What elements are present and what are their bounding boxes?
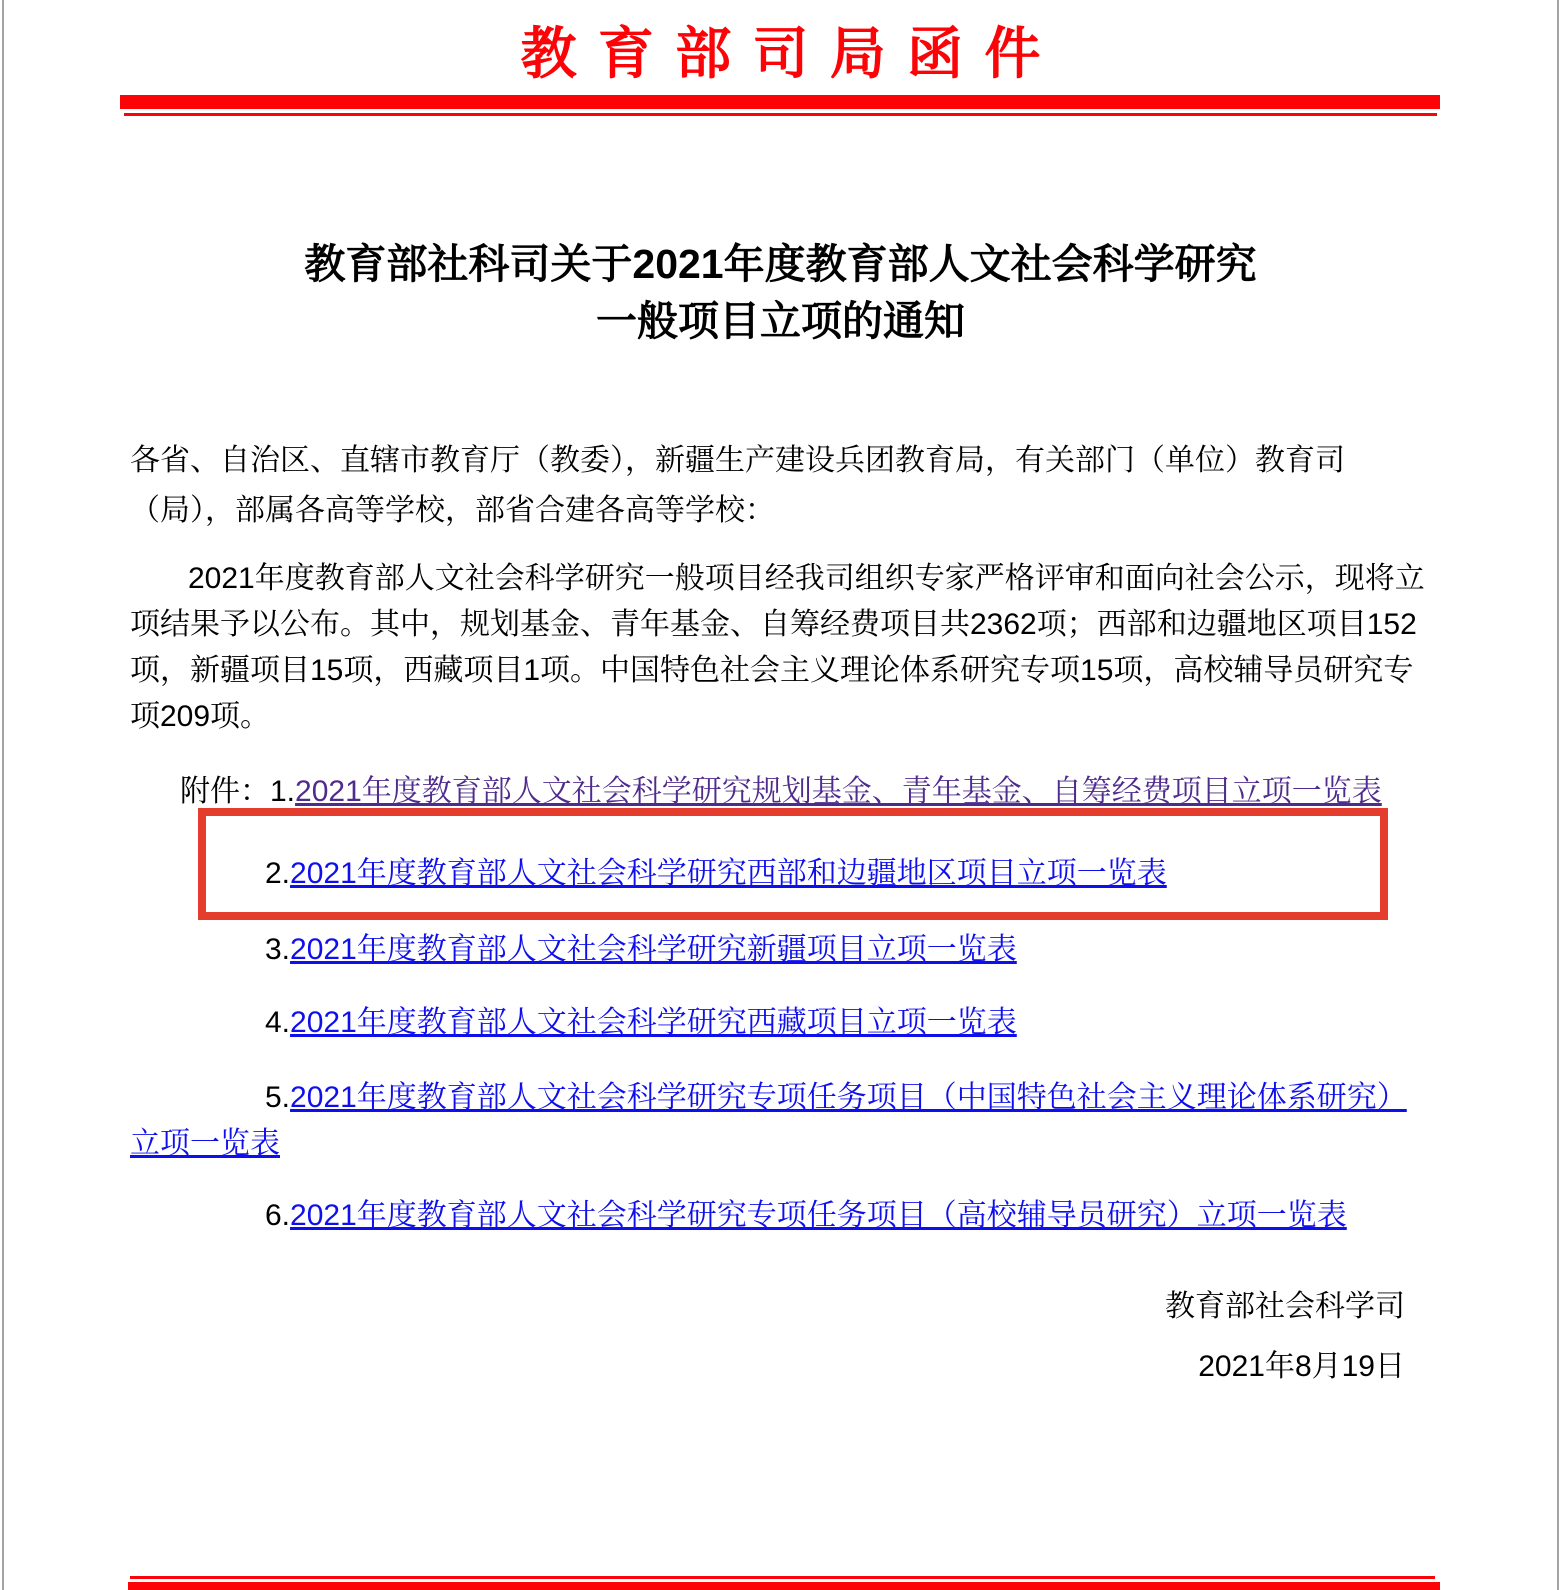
masthead-title: 教育部司局函件 [520,22,1062,85]
attachments-label: 附件： [180,775,270,808]
attachment-item-1 [130,769,1435,815]
document-date: 2021年8月19日 [1198,1350,1405,1383]
attachment-link-6[interactable]: 2021年度教育部人文社会科学研究专项任务项目（高校辅导员研究）立项一览表 [290,1199,1347,1232]
footer-rule-thick [128,1582,1440,1590]
attachment-item-2 [130,851,1435,897]
attachment-link-5[interactable]: 2021年度教育部人文社会科学研究专项任务项目（中国特色社会主义理论体系研究）立项一览表 [130,1081,1407,1160]
attachment-number-4: 4. [265,1006,291,1039]
attachment-number-2: 2. [265,857,291,890]
signature-org: 教育部社会科学司 [1165,1290,1405,1323]
attachment-number-5: 5. [265,1081,291,1114]
attachment-link-1[interactable]: 2021年度教育部人文社会科学研究规划基金、青年基金、自筹经费项目立项一览表 [295,775,1382,808]
attachment-item-6 [130,1193,1435,1239]
attachment-link-3[interactable]: 2021年度教育部人文社会科学研究新疆项目立项一览表 [290,933,1017,966]
masthead-rule-thick [120,95,1440,109]
attachment-number-6: 6. [265,1199,291,1232]
attachment-link-2[interactable]: 2021年度教育部人文社会科学研究西部和边疆地区项目立项一览表 [290,857,1167,890]
attachment-link-4[interactable]: 2021年度教育部人文社会科学研究西藏项目立项一览表 [290,1006,1017,1039]
attachment-number-1: 1. [270,775,296,808]
attachment-item-5 [130,1075,1435,1167]
attachment-item-4 [130,1000,1435,1046]
footer-rule-thin [130,1576,1435,1579]
document-title-line2: 一般项目立项的通知 [596,298,965,344]
salutation-text: 各省、自治区、直辖市教育厅（教委），新疆生产建设兵团教育局，有关部门（单位）教育司（局），部属各高等学校，部省合建各高等学校： [130,444,1345,527]
body-paragraph: 2021年度教育部人文社会科学研究一般项目经我司组织专家严格评审和面向社会公示，现将立项结果予以公布。其中，规划基金、青年基金、自筹经费项目共2362项；西部和边疆地区项目152项，新疆项目15项，西藏项目1项。中国特色社会主义理论体系研究专项15项，高校辅导员研究专项209项。 [130,562,1425,733]
document-title [0,236,1561,350]
attachment-item-3 [130,927,1435,973]
document-title-line1: 教育部社科司关于2021年度教育部人文社会科学研究 [304,241,1257,287]
attachment-number-3: 3. [265,933,291,966]
masthead-rule-thin [124,113,1437,116]
